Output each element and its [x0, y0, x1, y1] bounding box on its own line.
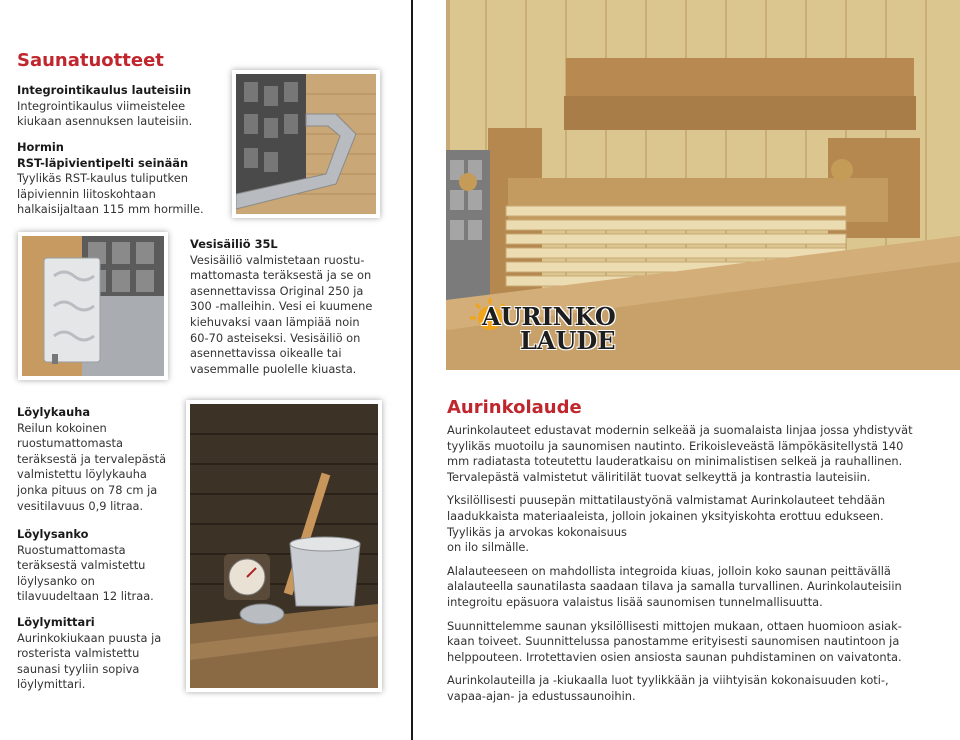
block-line: Vesisäiliö valmistetaan ruostu-: [190, 252, 365, 267]
block-line: Tyylikäs RST-kaulus tuliputken: [17, 171, 188, 186]
paragraph-line: vapaa-ajan- ja edustussaunoihin.: [447, 688, 636, 703]
block-heading: Integrointikaulus lauteisiin: [17, 83, 192, 97]
paragraph-line: alalauteella saunatilasta saadaan tilava ja samalla turvallinen. Aurinkolauteisiin: [447, 579, 902, 594]
paragraph-design: [447, 619, 952, 666]
photo-rst-collar: [232, 70, 380, 218]
block-heading: Löylysanko: [17, 527, 89, 541]
block-line: Integrointikaulus viimeistelee: [17, 98, 186, 113]
block-heading: Löylykauha: [17, 405, 91, 419]
block-line: ruostumattomasta: [17, 436, 123, 451]
block-line: saunasi tyyliin sopiva: [17, 661, 140, 676]
block-line: vasemmalle puolelle kiuasta.: [190, 361, 357, 376]
block-line: läpiviennin liitoskohtaan: [17, 186, 156, 201]
block-loylymittari: [17, 615, 187, 693]
paragraph-line: Yksilöllisesti puusepän mittatilaustyönä valmistamat Aurinkolauteet tehdään: [447, 493, 886, 508]
block-heading-2: RST-läpivientipelti seinään: [17, 155, 189, 170]
paragraph-line: Alalauteeseen on mahdollista integroida kiuas, jolloin koko saunan peittävällä: [447, 563, 891, 578]
block-line: 300 -malleihin. Vesi ei kuumene: [190, 299, 373, 314]
logo-line-2: LAUDE: [520, 326, 616, 355]
paragraph-line: integroitu epäsuora valaistus lisää saunomisen tunnelmallisuutta.: [447, 594, 823, 609]
block-heading: Hormin: [17, 140, 64, 154]
block-line: löylymittari.: [17, 677, 86, 692]
block-heading: Vesisäiliö 35L: [190, 237, 278, 251]
block-heading: Löylymittari: [17, 615, 95, 629]
photo-aurinkolaude-bench: [446, 0, 960, 370]
photo-loyly-accessories: [186, 400, 382, 692]
block-loylykauha: [17, 405, 187, 514]
block-line: jonka pituus on 78 cm ja: [17, 482, 158, 497]
paragraph-line: tyylikäs muotoilu ja saunomisen nautinto. Erikoisleveästä lämpökäsitellystä 140: [447, 438, 904, 453]
block-vesisailio: [190, 237, 405, 377]
block-line: Ruostumattomasta: [17, 542, 126, 557]
paragraph-closing: [447, 673, 952, 704]
section-title-aurinkolaude: Aurinkolaude: [447, 397, 582, 418]
paragraph-line: helppouteen. Irrotettavien osien ansiosta saunan puhdistaminen on vaivatonta.: [447, 649, 902, 664]
paragraph-line: Aurinkolauteilla ja -kiukaalla luot tyylikkään ja viihtyisän kokonaisuuden koti-,: [447, 673, 889, 688]
paragraph-line: Tyylikäs ja arvokas kokonaisuus: [447, 524, 627, 539]
page-title-saunatuotteet: Saunatuotteet: [17, 50, 164, 71]
block-line: 60-70 asteiseksi. Vesisäiliö on: [190, 330, 361, 345]
block-line: vesitilavuus 0,9 litraa.: [17, 498, 144, 513]
block-line: kiukaan asennuksen lauteisiin.: [17, 114, 193, 129]
block-line: teräksestä ja tervalepästä: [17, 451, 167, 466]
block-line: Reilun kokoinen: [17, 420, 107, 435]
paragraph-craft: [447, 493, 952, 555]
block-integrointikaulus: [17, 83, 217, 130]
paragraph-integration: [447, 564, 952, 611]
block-line: Aurinkokiukaan puusta ja: [17, 630, 162, 645]
block-line: mattomasta teräksestä ja se on: [190, 268, 372, 283]
block-line: rosterista valmistettu: [17, 646, 140, 661]
paragraph-line: on ilo silmälle.: [447, 540, 530, 555]
block-line: tilavuudeltaan 12 litraa.: [17, 589, 154, 604]
block-line: löylysanko on: [17, 573, 95, 588]
paragraph-line: Tervalepästä valmistetut väliritilät tuovat selkeyttä ja kontrastia lauteisiin.: [447, 469, 871, 484]
right-text-body: [447, 423, 952, 713]
photo-vesisailio: [18, 232, 168, 380]
block-line: teräksestä valmistettu: [17, 558, 146, 573]
block-line: asennettavissa oikealle tai: [190, 346, 342, 361]
block-line: kiehuvaksi vaan lämpiää noin: [190, 314, 360, 329]
paragraph-line: Suunnittelemme saunan yksilöllisesti mittojen mukaan, ottaen huomioon asiak-: [447, 618, 902, 633]
block-hormin: [17, 140, 217, 218]
block-loylysanko: [17, 527, 187, 605]
logo-line-1: AURINKO: [482, 302, 616, 331]
logo-aurinko-laude: [482, 302, 616, 355]
paragraph-intro: [447, 423, 952, 485]
page-fold-divider: [411, 0, 413, 740]
paragraph-line: kaan toiveet. Suunnittelussa panostamme erityisesti saunomisen nautintoon ja: [447, 634, 900, 649]
block-line: halkaisijaltaan 115 mm hormille.: [17, 202, 204, 217]
paragraph-line: mm radiatasta toteutettu lauderatkaisu on minimalistisen selkeä ja rauhallinen.: [447, 454, 903, 469]
paragraph-line: laadukkaista materiaaleista, jolloin jokainen yksityiskohta erottuu edukseen.: [447, 508, 884, 523]
paragraph-line: Aurinkolauteet edustavat modernin selkeää ja suomalaista linjaa jossa yhdistyvät: [447, 423, 913, 437]
block-line: asennettavissa Original 250 ja: [190, 283, 364, 298]
block-line: valmistettu löylykauha: [17, 467, 147, 482]
